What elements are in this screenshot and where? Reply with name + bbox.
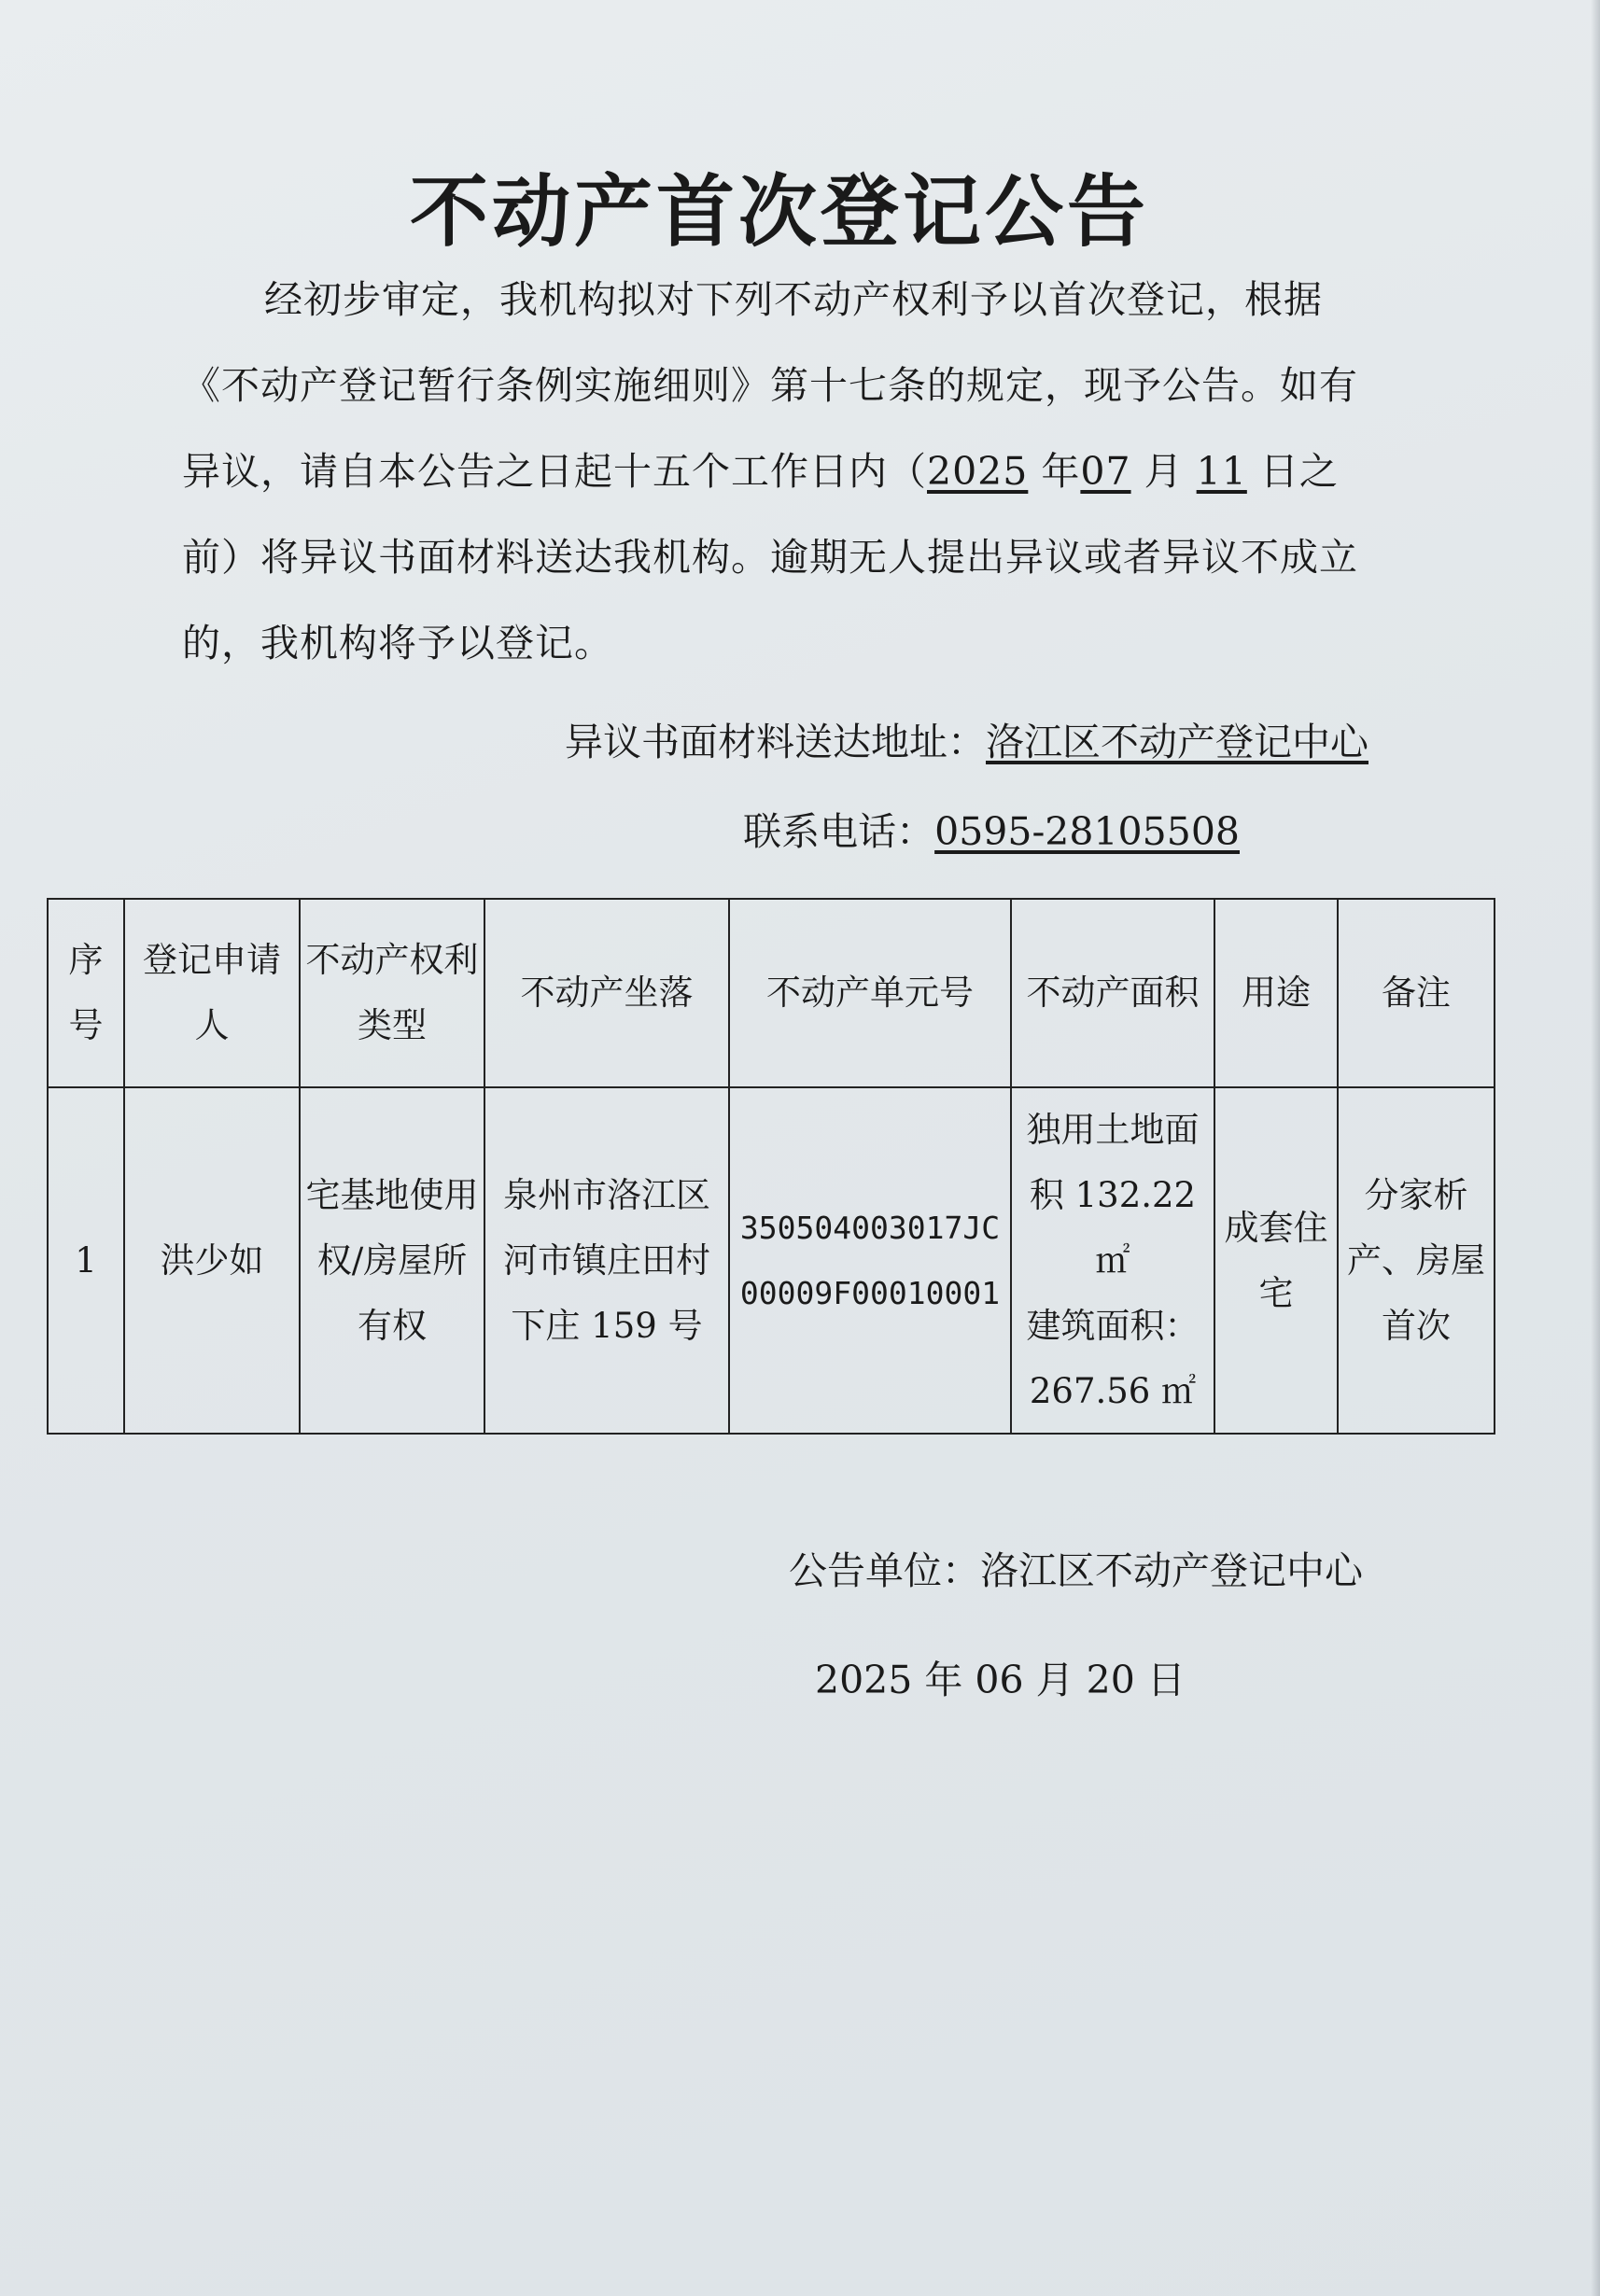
- phone-value: 0595-28105508: [934, 809, 1240, 854]
- contact-phone: [743, 801, 1240, 856]
- cell-area-building: 建筑面积：267.56 ㎡: [1026, 1305, 1200, 1411]
- intro-part1: 经初步审定，我机构拟对下列不动产权利予以首次登记，根据《不动产登记暂行条例实施细则》第十七条的规定，现予公告。如有异议，请自本公告之日起十五个工作日内（: [182, 277, 1358, 494]
- cell-no: 1: [48, 1087, 124, 1434]
- table-row: [48, 1087, 1495, 1434]
- cell-location: 泉州市洛江区河市镇庄田村下庄 159 号: [484, 1087, 729, 1434]
- issuer-line: [789, 1540, 1363, 1595]
- cell-applicant: 洪少如: [124, 1087, 300, 1434]
- deadline-year: 2025: [927, 449, 1029, 494]
- notice-date: 2025 年 06 月 20 日: [815, 1658, 1186, 1702]
- cell-right-type: 宅基地使用权/房屋所有权: [300, 1087, 484, 1434]
- deadline-month-unit: 月: [1144, 449, 1184, 494]
- cell-usage: 成套住宅: [1214, 1087, 1338, 1434]
- notice-title: 不动产首次登记公告: [409, 166, 1149, 258]
- notice-body: [182, 257, 1377, 686]
- objection-address: [565, 711, 1368, 766]
- deadline-year-unit: 年: [1041, 449, 1081, 494]
- header-right-type: 不动产权利类型: [300, 899, 484, 1087]
- table-header-row: [48, 899, 1495, 1087]
- cell-unit-no: 350504003017JC00009F00010001: [729, 1087, 1011, 1434]
- header-applicant: 登记申请人: [124, 899, 300, 1087]
- notice-paragraph: [182, 257, 1377, 686]
- intro-part2: 日之前）将异议书面材料送达我机构。逾期无人提出异议或者异议不成立的，我机构将予以登记。: [182, 449, 1358, 665]
- cell-area-land: 独用土地面积 132.22 ㎡: [1026, 1109, 1200, 1281]
- header-no: 序号: [48, 899, 124, 1087]
- issuer-label: 公告单位：: [789, 1548, 980, 1593]
- address-value: 洛江区不动产登记中心: [986, 720, 1368, 764]
- deadline-month: 07: [1080, 449, 1131, 494]
- header-unit-no: 不动产单元号: [729, 899, 1011, 1087]
- header-area: 不动产面积: [1011, 899, 1214, 1087]
- header-usage: 用途: [1214, 899, 1338, 1087]
- phone-label: 联系电话：: [743, 809, 935, 854]
- header-location: 不动产坐落: [484, 899, 729, 1087]
- header-remark: 备注: [1338, 899, 1495, 1087]
- deadline-day: 11: [1196, 449, 1247, 494]
- cell-remark: 分家析产、房屋首次: [1338, 1087, 1495, 1434]
- registration-table: [47, 898, 1495, 1435]
- address-label: 异议书面材料送达地址：: [565, 720, 986, 764]
- issuer-value: 洛江区不动产登记中心: [980, 1548, 1363, 1593]
- cell-area: [1011, 1087, 1214, 1434]
- page-edge-shadow: [1591, 0, 1600, 2296]
